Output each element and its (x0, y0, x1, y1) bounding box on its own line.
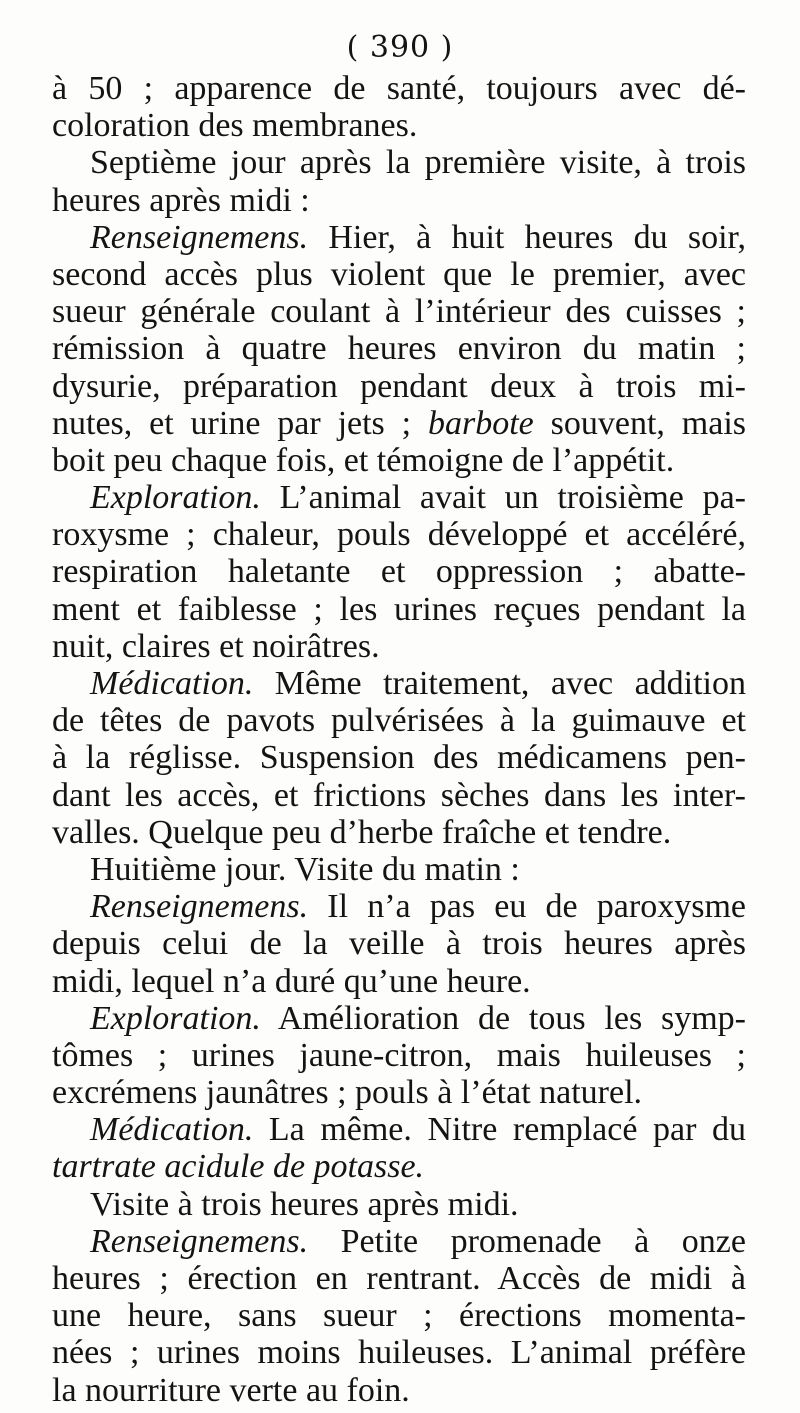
text-line (52, 777, 746, 814)
italic-lead: Médication. (90, 665, 254, 702)
text-line (52, 219, 746, 256)
text-line (52, 1148, 746, 1185)
page-body-text (52, 70, 746, 1409)
line-text: midi, lequel n’a duré qu’une heure. (52, 962, 531, 1000)
line-text: Septième jour après la première visite, à trois (90, 144, 746, 182)
italic-lead: tartrate acidule de potasse. (52, 1148, 425, 1186)
line-text: roxysme ; chaleur, pouls développé et accéléré, (52, 516, 746, 554)
text-line (52, 665, 746, 702)
line-text: Amélioration de tous les symp- (260, 999, 746, 1037)
text-line (52, 1000, 746, 1037)
line-text: Petite promenade à onze (308, 1222, 746, 1260)
text-line (52, 1186, 746, 1223)
line-text: coloration des membranes. (52, 107, 418, 145)
line-text: second accès plus violent que le premier, avec (52, 255, 746, 293)
italic-lead: Renseignemens. (90, 218, 309, 256)
text-line (52, 851, 746, 888)
text-line (52, 479, 746, 516)
italic-lead: Médication. (90, 1111, 254, 1149)
line-text: dant les accès, et frictions sèches dans les inter- (52, 776, 746, 814)
text-line (52, 739, 746, 776)
text-line (52, 516, 746, 553)
text-line (52, 368, 746, 405)
line-text: de têtes de pavots pulvérisées à la guimauve et (52, 702, 746, 740)
line-text: Il n’a pas eu de paroxysme (308, 888, 746, 926)
line-text: ment et faiblesse ; les urines reçues pendant la (52, 590, 746, 628)
text-line (52, 628, 746, 665)
text-line (52, 814, 746, 851)
line-text: rémission à quatre heures environ du matin ; (52, 330, 746, 368)
text-line (52, 1372, 746, 1409)
italic-lead: Exploration. (90, 479, 261, 517)
text-line (52, 1037, 746, 1074)
text-line (52, 1260, 746, 1297)
text-line (52, 1297, 746, 1334)
line-text: Huitième jour. Visite du matin : (90, 850, 520, 888)
line-text: L’animal avait un troisième pa- (260, 479, 746, 517)
text-line (52, 1334, 746, 1371)
page-number: ( 390 ) (346, 30, 454, 65)
line-text: sueur générale coulant à l’intérieur des cuisses ; (52, 293, 746, 331)
text-line (52, 70, 746, 107)
italic-lead: barbote (427, 404, 534, 442)
line-text: valles. Quelque peu d’herbe fraîche et tendre. (52, 813, 672, 851)
line-text: respiration haletante et oppression ; abatte- (52, 553, 746, 591)
italic-lead: Exploration. (90, 999, 261, 1037)
line-text: heures après midi : (52, 181, 310, 219)
text-line (52, 925, 746, 962)
line-text: nuit, claires et noirâtres. (52, 627, 380, 665)
text-line (52, 293, 746, 330)
text-line (52, 553, 746, 590)
line-text: tômes ; urines jaune-citron, mais huileuses ; (52, 1036, 746, 1074)
text-line (52, 1074, 746, 1111)
italic-lead: Renseignemens. (90, 888, 309, 926)
text-line (52, 405, 746, 442)
text-line (52, 591, 746, 628)
line-text: nées ; urines moins huileuses. L’animal préfère (52, 1334, 746, 1372)
line-text: excrémens jaunâtres ; pouls à l’état naturel. (52, 1074, 643, 1112)
text-line (52, 1223, 746, 1260)
line-text: à la réglisse. Suspension des médicamens pen- (52, 739, 746, 777)
text-line (52, 330, 746, 367)
line-text: dysurie, préparation pendant deux à trois mi- (52, 367, 746, 405)
text-line (52, 888, 746, 925)
line-text: heures ; érection en rentrant. Accès de midi à (52, 1260, 746, 1297)
line-text: boit peu chaque fois, et témoigne de l’appétit. (52, 441, 675, 479)
text-line (52, 1111, 746, 1148)
text-line (52, 256, 746, 293)
line-text: Hier, à huit heures du soir, (308, 218, 746, 256)
line-text: la nourriture verte au foin. (52, 1371, 410, 1409)
line-text: La même. Nitre remplacé par du (253, 1111, 746, 1149)
line-text: Même traitement, avec addition (253, 665, 746, 702)
line-text: une heure, sans sueur ; érections momenta- (52, 1297, 746, 1335)
text-line (52, 182, 746, 219)
text-line (52, 702, 746, 739)
italic-lead: Renseignemens. (90, 1222, 309, 1260)
line-text: à 50 ; apparence de santé, toujours avec dé- (52, 70, 746, 107)
line-text: souvent, mais (533, 404, 746, 442)
line-text: Visite à trois heures après midi. (90, 1185, 519, 1223)
text-line (52, 107, 746, 144)
text-line (52, 442, 746, 479)
line-text: depuis celui de la veille à trois heures après (52, 925, 746, 963)
text-line (52, 144, 746, 181)
line-text-before: nutes, et urine par jets ; (52, 404, 428, 442)
text-line (52, 963, 746, 1000)
